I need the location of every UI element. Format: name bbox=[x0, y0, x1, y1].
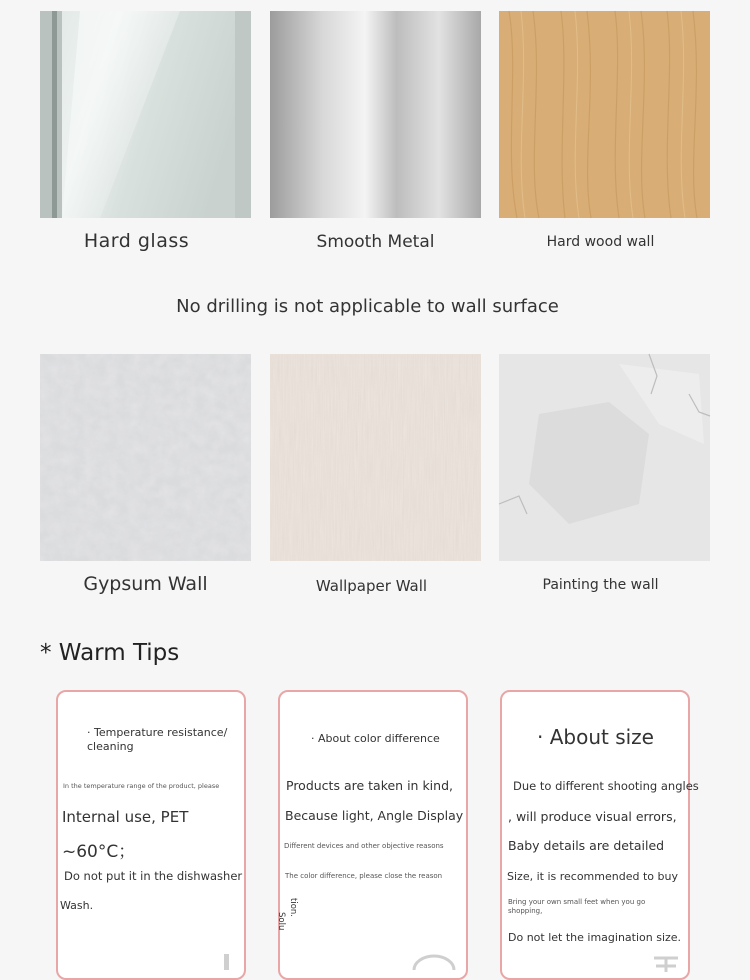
gypsum-wall-label: Gypsum Wall bbox=[83, 573, 208, 595]
tip-line: shopping, bbox=[508, 907, 543, 915]
tip-line: Products are taken in kind, bbox=[286, 778, 453, 793]
tip-line: The color difference, please close the reason bbox=[285, 872, 443, 880]
ruler-icon bbox=[652, 954, 682, 974]
painted-wall-image bbox=[499, 354, 710, 561]
tip-card-color-heading: · About color difference bbox=[311, 732, 440, 745]
tip-card-temperature bbox=[56, 690, 246, 980]
hard-wood-label: Hard wood wall bbox=[546, 234, 655, 250]
tip-card-color bbox=[278, 690, 468, 980]
tip-line: Bring your own small feet when you go bbox=[508, 898, 646, 906]
thermometer-icon bbox=[218, 952, 238, 972]
hard-glass-label: Hard glass bbox=[83, 230, 190, 252]
hard-wood-image bbox=[499, 11, 710, 218]
hard-glass-image bbox=[40, 11, 251, 218]
tip-line: Due to different shooting angles bbox=[513, 779, 699, 793]
tip-line: Do not put it in the dishwasher bbox=[64, 869, 243, 883]
tip-line: Solu bbox=[276, 912, 286, 931]
tip-line: Because light, Angle Display bbox=[285, 808, 464, 823]
tip-card-temperature-heading-line1: · Temperature resistance/ bbox=[87, 726, 228, 739]
smooth-metal-label: Smooth Metal bbox=[316, 232, 435, 252]
gypsum-wall-image bbox=[40, 354, 251, 561]
no-drilling-notice: No drilling is not applicable to wall surface bbox=[176, 296, 559, 317]
tip-card-temperature-heading-line2: cleaning bbox=[87, 740, 134, 753]
eye-icon bbox=[410, 950, 456, 974]
tip-line: Internal use, PET bbox=[62, 808, 189, 826]
warm-tips-title: * Warm Tips bbox=[40, 640, 180, 666]
tip-line: Wash. bbox=[60, 899, 94, 912]
tip-line: Do not let the imagination size. bbox=[508, 931, 682, 944]
tip-card-size bbox=[500, 690, 699, 980]
tip-line: , will produce visual errors, bbox=[508, 809, 677, 824]
tip-line: Size, it is recommended to buy bbox=[507, 870, 678, 883]
wallpaper-wall-label: Wallpaper Wall bbox=[315, 577, 428, 595]
tip-line: Baby details are detailed bbox=[508, 838, 665, 853]
painting-wall-label: Painting the wall bbox=[542, 577, 659, 593]
smooth-metal-image bbox=[270, 11, 481, 218]
tip-line: ~60°C； bbox=[62, 842, 136, 862]
tip-line: Different devices and other objective reasons bbox=[284, 842, 444, 850]
tip-line: In the temperature range of the product, please bbox=[63, 782, 220, 790]
wallpaper-wall-image bbox=[270, 354, 481, 561]
tip-line: tion. bbox=[288, 898, 298, 917]
tip-card-size-heading: · About size bbox=[537, 725, 654, 749]
